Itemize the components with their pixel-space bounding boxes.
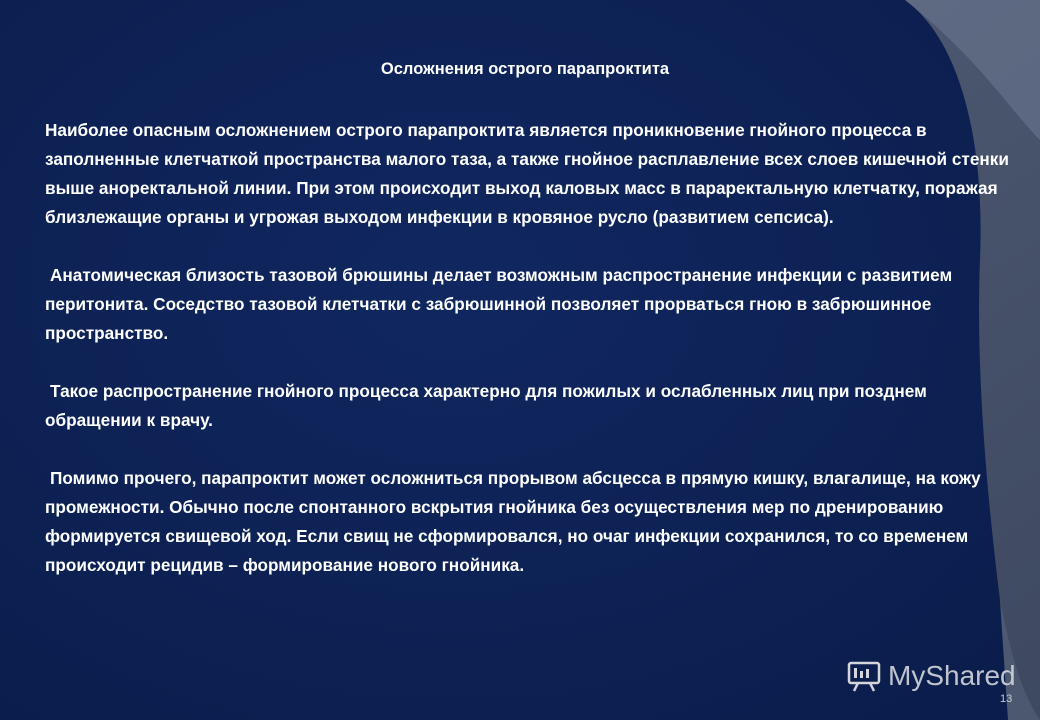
paragraph: Анатомическая близость тазовой брюшины делает возможным распространение инфекции с развитием перитонита. Соседство тазовой клетчатки с забрюшинной позволяет прорваться гною в забрюшинное пространство. <box>45 265 953 343</box>
watermark-brand: MyShared <box>888 660 1016 691</box>
paragraph: Наиболее опасным осложнением острого парапроктита является проникновение гнойного процесса в заполненные клетчаткой пространства малого таза, а также гнойное расплавление всех слоев кишечной стенки выше аноректальной линии. При этом происходит выход каловых масс в параректальную клетчатку, поражая близлежащие органы и угрожая выходом инфекции в кровяное русло (развитием сепсиса). <box>45 120 1009 227</box>
slide-title: Осложнения острого парапроктита <box>380 60 670 78</box>
slide-body <box>45 116 1015 609</box>
page-number: 13 <box>1000 693 1013 705</box>
watermark <box>846 656 1016 696</box>
presentation-board-icon <box>846 658 882 694</box>
paragraph: Помимо прочего, парапроктит может осложниться прорывом абсцесса в прямую кишку, влагалище, на кожу промежности. Обычно после спонтанного вскрытия гнойника без осуществления мер по дренированию формируется свищевой ход. Если свищ не сформировался, но очаг инфекции сохранился, то со временем происходит рецидив – формирование нового гнойника. <box>45 468 981 575</box>
paragraph: Такое распространение гнойного процесса характерно для пожилых и ослабленных лиц при позднем обращении к врачу. <box>45 381 927 430</box>
